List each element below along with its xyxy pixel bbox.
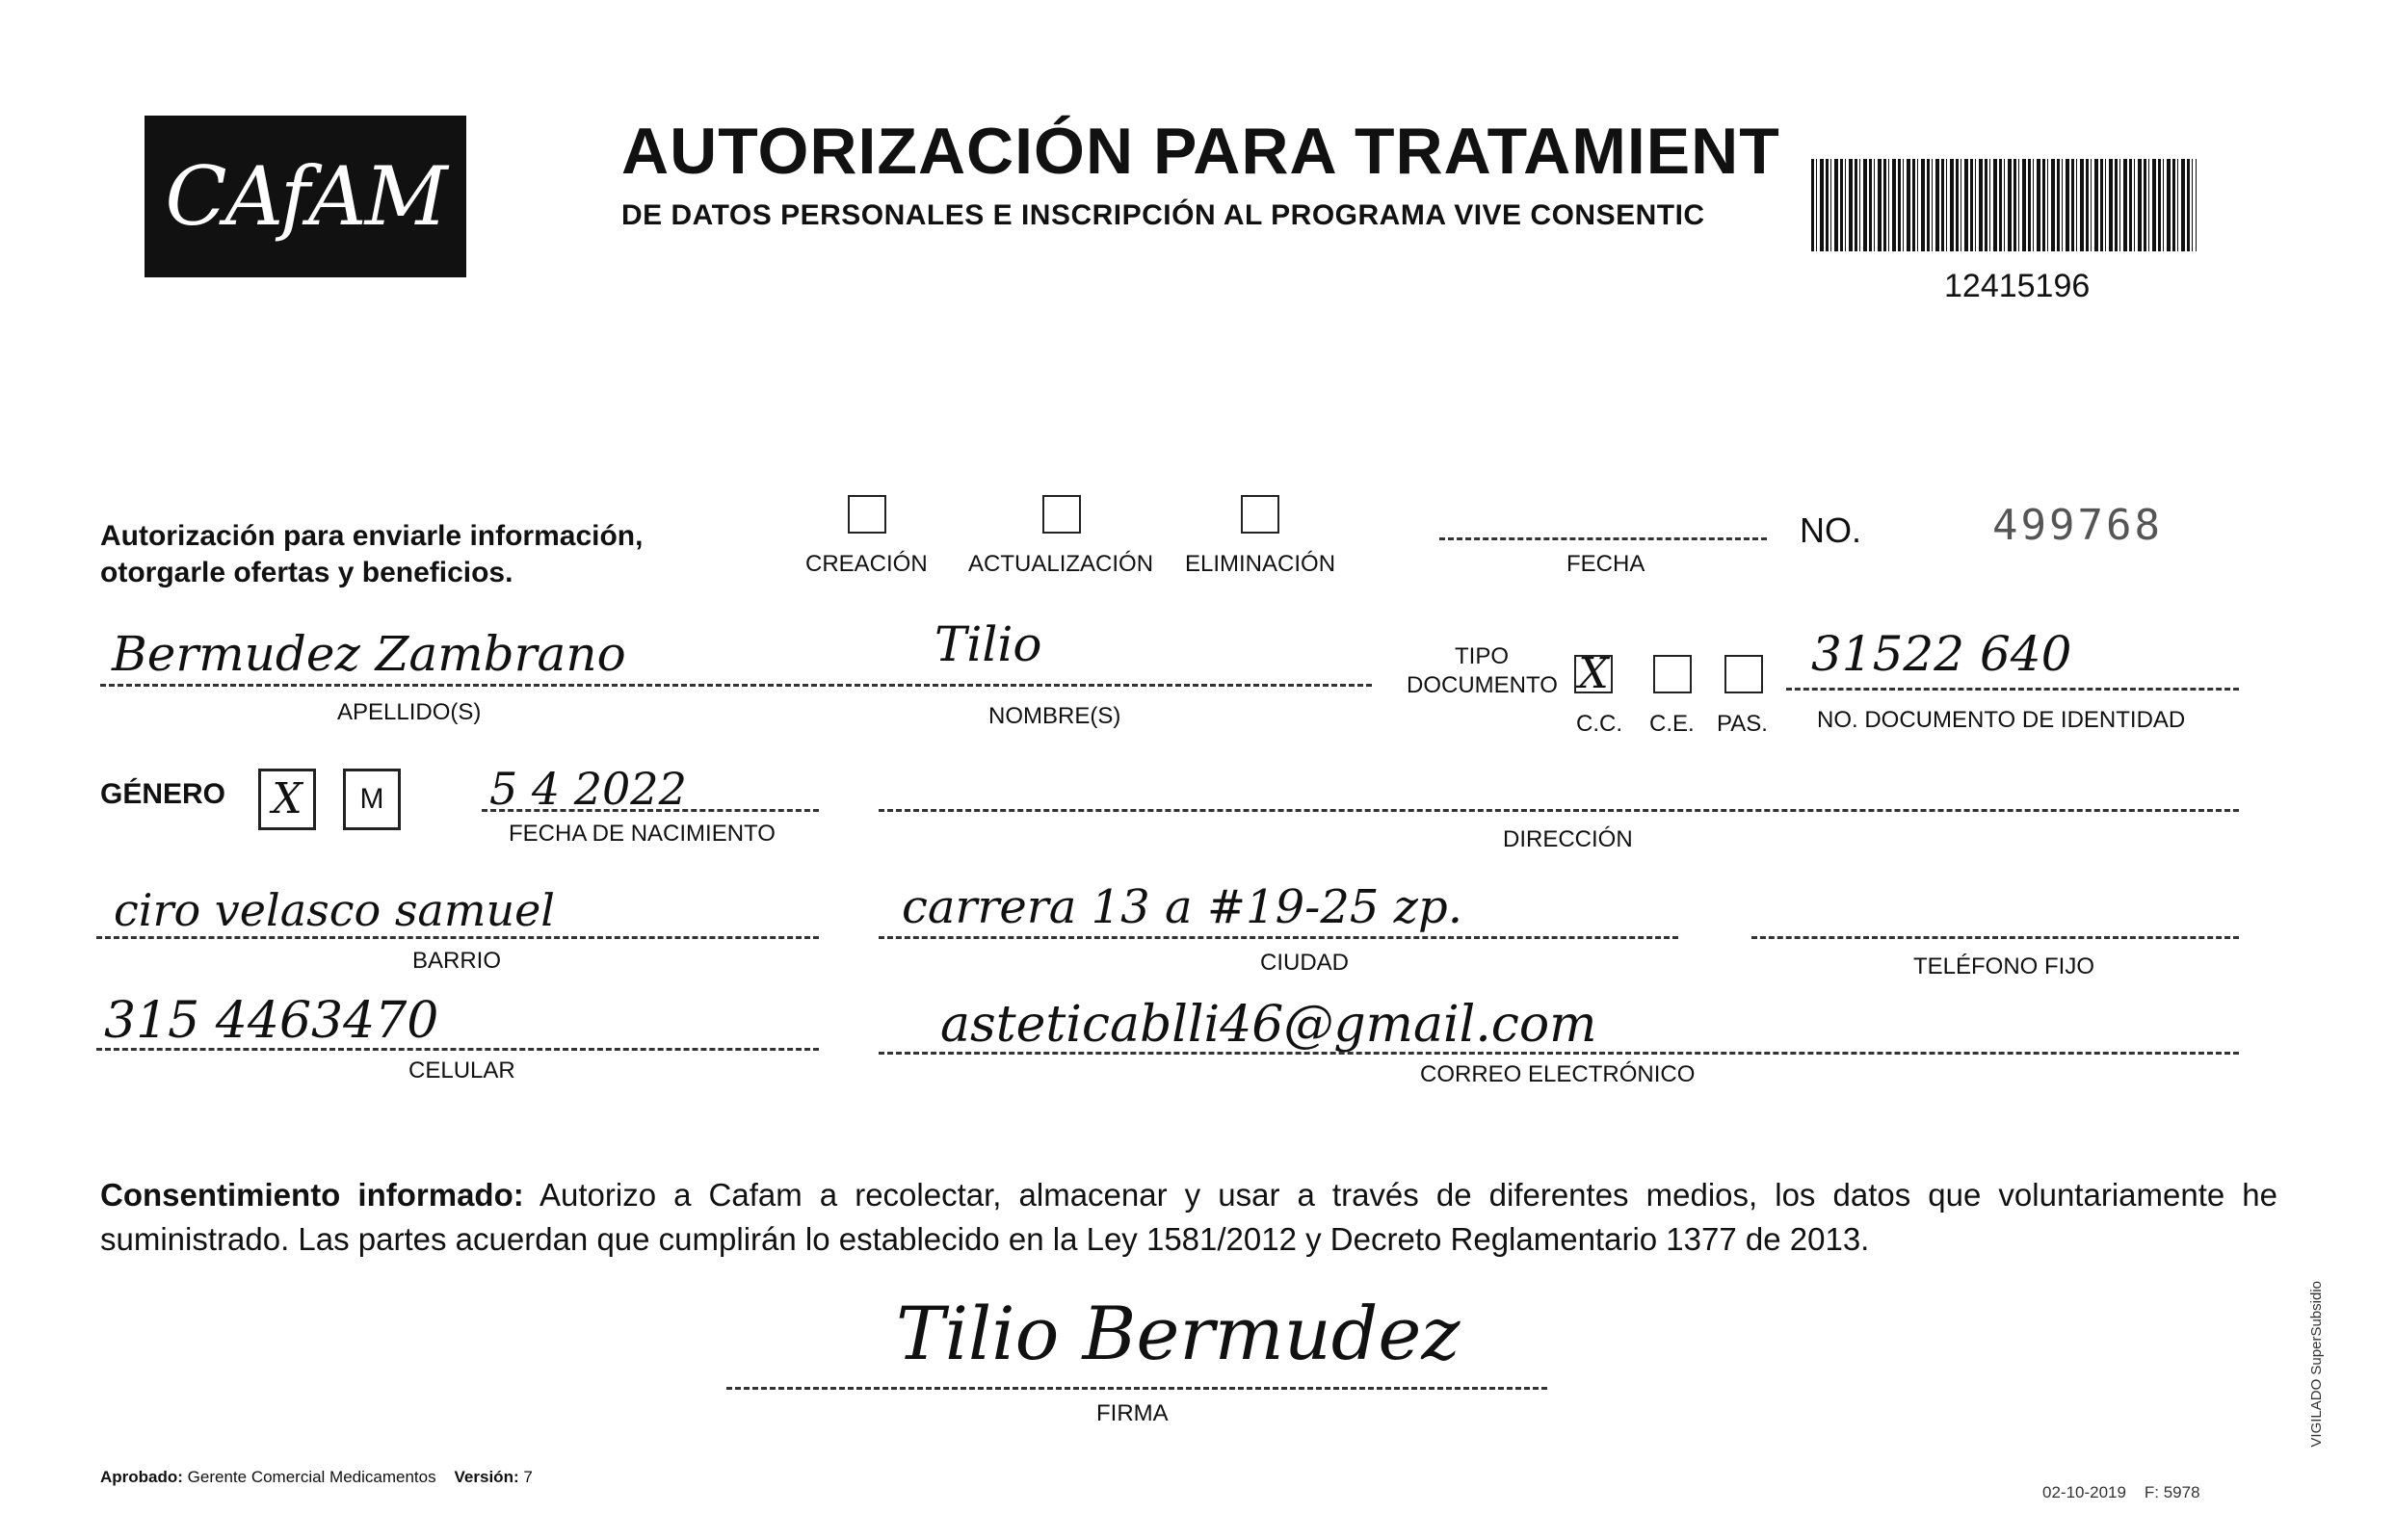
ce-checkbox[interactable] xyxy=(1653,655,1692,693)
date-footer xyxy=(2042,1483,2200,1502)
consent-text xyxy=(100,1173,2277,1262)
celular-value: 315 4463470 xyxy=(104,992,439,1050)
intro-text xyxy=(100,518,643,591)
version-value: 7 xyxy=(523,1468,533,1486)
ciudad-label: CIUDAD xyxy=(1260,950,1350,976)
version-label: Versión: xyxy=(454,1468,519,1486)
telefono-line[interactable] xyxy=(1751,936,2239,939)
apellido-nombre-line[interactable] xyxy=(100,684,1372,687)
fecha-label: FECHA xyxy=(1566,551,1645,577)
ciudad-line[interactable] xyxy=(879,936,1678,939)
footer-date: 02-10-2019 xyxy=(2042,1483,2126,1501)
documento-label: DOCUMENTO xyxy=(1407,672,1558,698)
birth-line[interactable] xyxy=(482,809,819,812)
telefono-label: TELÉFONO FIJO xyxy=(1913,953,2095,979)
aprobado-label: Aprobado: xyxy=(100,1468,183,1486)
eliminacion-checkbox[interactable] xyxy=(1241,495,1279,534)
doc-number-value: 31522 640 xyxy=(1811,626,2072,682)
birth-label: FECHA DE NACIMIENTO xyxy=(509,821,776,847)
document-subtitle: DE DATOS PERSONALES E INSCRIPCIÓN AL PROGRAMA VIVE CONSENTIC xyxy=(621,199,1705,231)
apellido-value: Bermudez Zambrano xyxy=(112,626,626,682)
form-number-label: NO. xyxy=(1800,510,1862,550)
approval-footer xyxy=(100,1468,533,1487)
ciudad-value: carrera 13 a #19-25 zp. xyxy=(902,880,1462,934)
barcode-number: 12415196 xyxy=(1944,268,2091,304)
genero-check-mark: X xyxy=(272,774,303,823)
supersubsidio-mark: VIGILADO SuperSubsidio xyxy=(2308,1281,2325,1448)
consent-body: Autorizo a Cafam a recolectar, almacenar y usar a través de diferentes medios, los datos que voluntariamente he suministrado. Las partes acuerdan que cumplirán lo establecido en la Ley 1581/2012 y Decreto Reglamentario 1377 de 2013. xyxy=(100,1177,2277,1257)
intro-line-2: otorgarle ofertas y beneficios. xyxy=(100,557,513,588)
pas-label: PAS. xyxy=(1717,711,1768,737)
barcode xyxy=(1811,159,2197,251)
cc-label: C.C. xyxy=(1576,711,1622,737)
nombre-value: Tilio xyxy=(934,616,1042,672)
tipo-label: TIPO xyxy=(1455,643,1510,669)
doc-number-label: NO. DOCUMENTO DE IDENTIDAD xyxy=(1817,707,2186,733)
celular-line[interactable] xyxy=(96,1048,819,1051)
birth-value: 5 4 2022 xyxy=(489,763,687,815)
consent-heading: Consentimiento informado: xyxy=(100,1177,524,1213)
eliminacion-label: ELIMINACIÓN xyxy=(1185,551,1336,577)
ce-label: C.E. xyxy=(1649,711,1695,737)
cc-checkbox[interactable] xyxy=(1574,649,1613,698)
barrio-line[interactable] xyxy=(96,936,819,939)
aprobado-value: Gerente Comercial Medicamentos xyxy=(187,1468,436,1486)
actualizacion-checkbox[interactable] xyxy=(1042,495,1081,534)
form-number-value: 499768 xyxy=(1992,501,2163,550)
apellido-label: APELLIDO(S) xyxy=(337,699,482,725)
direccion-line[interactable] xyxy=(879,809,2239,812)
direccion-label: DIRECCIÓN xyxy=(1503,826,1633,852)
celular-label: CELULAR xyxy=(408,1057,515,1083)
cafam-logo: CAfAM xyxy=(145,116,466,277)
signature-line[interactable] xyxy=(726,1387,1547,1390)
genero-m-label: M xyxy=(359,783,384,815)
email-line[interactable] xyxy=(879,1052,2239,1055)
genero-m-checkbox[interactable] xyxy=(343,769,401,830)
signature-value: Tilio Bermudez xyxy=(896,1291,1461,1376)
pas-checkbox[interactable] xyxy=(1724,655,1763,693)
genero-label: GÉNERO xyxy=(100,778,226,810)
footer-form-code: F: 5978 xyxy=(2144,1483,2200,1501)
creacion-checkbox[interactable] xyxy=(848,495,886,534)
doc-number-line[interactable] xyxy=(1786,688,2239,691)
genero-f-checkbox[interactable] xyxy=(258,769,316,830)
document-title: AUTORIZACIÓN PARA TRATAMIENT xyxy=(621,115,1780,188)
signature-label: FIRMA xyxy=(1096,1400,1169,1426)
email-value: asteticablli46@gmail.com xyxy=(940,996,1597,1054)
creacion-label: CREACIÓN xyxy=(805,551,928,577)
cc-check-mark: X xyxy=(1578,649,1609,698)
intro-line-1: Autorización para enviarle información, xyxy=(100,520,644,552)
fecha-line[interactable] xyxy=(1439,537,1767,540)
actualizacion-label: ACTUALIZACIÓN xyxy=(968,551,1154,577)
email-label: CORREO ELECTRÓNICO xyxy=(1420,1061,1696,1087)
barrio-value: ciro velasco samuel xyxy=(114,884,556,936)
nombre-label: NOMBRE(S) xyxy=(988,703,1121,729)
barrio-label: BARRIO xyxy=(412,948,502,974)
